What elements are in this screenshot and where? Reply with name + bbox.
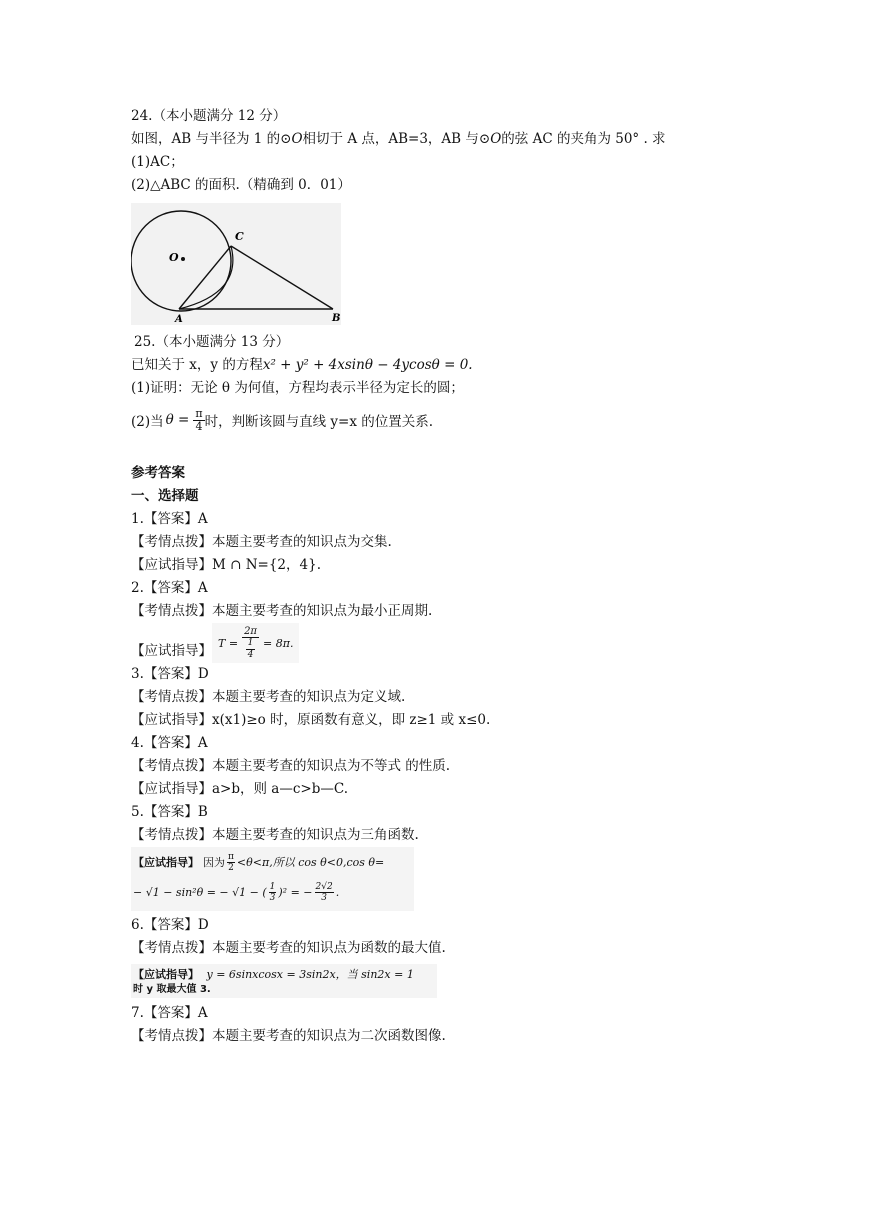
- period-fraction: [242, 626, 259, 661]
- guide-6-lead: 【应试指导】: [133, 968, 199, 981]
- q24-header: 24.（本小题满分 12 分）: [131, 108, 287, 124]
- guide-5-period: .: [335, 885, 340, 899]
- answer-5: 5.【答案】B: [131, 804, 208, 820]
- guide-5-lead: 【应试指导】: [133, 856, 199, 869]
- point-7: 【考情点拨】本题主要考查的知识点为二次函数图像.: [131, 1028, 446, 1044]
- label-b: B: [332, 313, 341, 324]
- point-3: 【考情点拨】本题主要考查的知识点为定义域.: [131, 689, 406, 705]
- guide-5-line2: [133, 875, 414, 909]
- frac-num: π: [195, 406, 203, 420]
- q25-stem: [131, 354, 751, 377]
- guide-5-square: )² = −: [278, 885, 313, 899]
- answer-3: 3.【答案】D: [131, 666, 209, 682]
- period-result: = 8π.: [263, 636, 294, 650]
- q25-equation: x² + y² + 4xsinθ − 4ycosθ = 0.: [262, 357, 473, 373]
- guide-5-line1: [133, 849, 414, 875]
- frac-den-num: 1: [247, 637, 254, 648]
- q25-part2-a: (2)当: [131, 414, 164, 430]
- frac-num: 1: [269, 881, 276, 892]
- guide-1: 【应试指导】M ∩ N={2，4}.: [131, 557, 321, 573]
- guide-5-range: <θ<π,所以 cos θ<0,cos θ=: [236, 856, 385, 869]
- q24-stem-c: 的弦 AC 的夹角为 50° . 求: [501, 131, 666, 147]
- guide-6-formula: y = 6sinxcosx = 3sin2x，当 sin2x = 1: [206, 968, 414, 981]
- point-4: 【考情点拨】本题主要考查的知识点为不等式 的性质.: [131, 758, 451, 774]
- point-6: 【考情点拨】本题主要考查的知识点为函数的最大值.: [131, 940, 446, 956]
- answer-7: 7.【答案】A: [131, 1005, 208, 1021]
- circle-o-symbol: ⊙O: [280, 131, 303, 147]
- q25-part2-b: 时，判断该圆与直线 y=x 的位置关系.: [204, 414, 434, 430]
- guide-5-sqrt: − √1 − sin²θ = − √1 − (: [133, 885, 267, 899]
- q24-stem-b: 相切于 A 点，AB=3，AB 与: [302, 131, 479, 147]
- t-eq: T =: [218, 636, 239, 650]
- q25-part2: [131, 400, 751, 440]
- page-content: [131, 105, 751, 1048]
- center-dot: [181, 257, 185, 261]
- q24-figure: [131, 203, 341, 325]
- frac-den: 3: [269, 892, 276, 903]
- frac-den-den: 4: [247, 649, 254, 660]
- guide-5-because: 因为: [203, 856, 225, 869]
- q24-stem: [131, 128, 751, 151]
- label-o: O: [169, 251, 179, 264]
- one-third-fraction: [269, 882, 277, 903]
- circle-o-symbol: ⊙O: [478, 131, 502, 147]
- guide-6-image: [131, 964, 437, 998]
- answer-4: 4.【答案】A: [131, 735, 208, 751]
- frac-num: π: [228, 851, 234, 862]
- q25-stem-a: 已知关于 x，y 的方程: [131, 357, 263, 373]
- frac-den: 3: [321, 892, 327, 903]
- answer-1: 1.【答案】A: [131, 511, 208, 527]
- answers-title: 参考答案: [131, 465, 185, 481]
- result-fraction: [315, 882, 334, 903]
- guide-5-image: [131, 847, 414, 911]
- guide-2-label: 【应试指导】: [131, 643, 212, 659]
- period-formula: [212, 623, 299, 663]
- label-c: C: [235, 230, 244, 243]
- point-5: 【考情点拨】本题主要考查的知识点为三角函数.: [131, 827, 419, 843]
- pi-over-2-fraction: [227, 852, 235, 873]
- answers-section: 一、选择题: [131, 488, 199, 504]
- guide-2: [131, 623, 751, 663]
- label-a: A: [175, 314, 183, 325]
- pi-over-4-fraction: [193, 408, 204, 433]
- frac-num: 2π: [244, 625, 257, 637]
- guide-3: 【应试指导】x(x1)≥o 时，原函数有意义，即 z≥1 或 x≤0.: [131, 712, 491, 728]
- q24-part1: (1)AC；: [131, 154, 184, 170]
- guide-6-line1: [133, 967, 437, 983]
- q24-stem-a: 如图，AB 与半径为 1 的: [131, 131, 281, 147]
- frac-den: 4: [195, 419, 203, 433]
- q25-header: 25.（本小题满分 13 分）: [134, 334, 290, 350]
- guide-4: 【应试指导】a>b，则 a—c>b—C.: [131, 781, 348, 797]
- point-2: 【考情点拨】本题主要考查的知识点为最小正周期.: [131, 603, 433, 619]
- answer-2: 2.【答案】A: [131, 580, 208, 596]
- guide-6-line2: 时 y 取最大值 3.: [133, 984, 211, 995]
- q24-part2: (2)△ABC 的面积.（精确到 0．01）: [131, 177, 351, 193]
- theta-eq: θ =: [165, 412, 190, 428]
- point-1: 【考情点拨】本题主要考查的知识点为交集.: [131, 534, 392, 550]
- frac-num: 2√2: [315, 881, 333, 892]
- answer-6: 6.【答案】D: [131, 917, 209, 933]
- q25-part1: (1)证明：无论 θ 为何值，方程均表示半径为定长的圆；: [131, 380, 464, 396]
- frac-den: 2: [228, 862, 234, 873]
